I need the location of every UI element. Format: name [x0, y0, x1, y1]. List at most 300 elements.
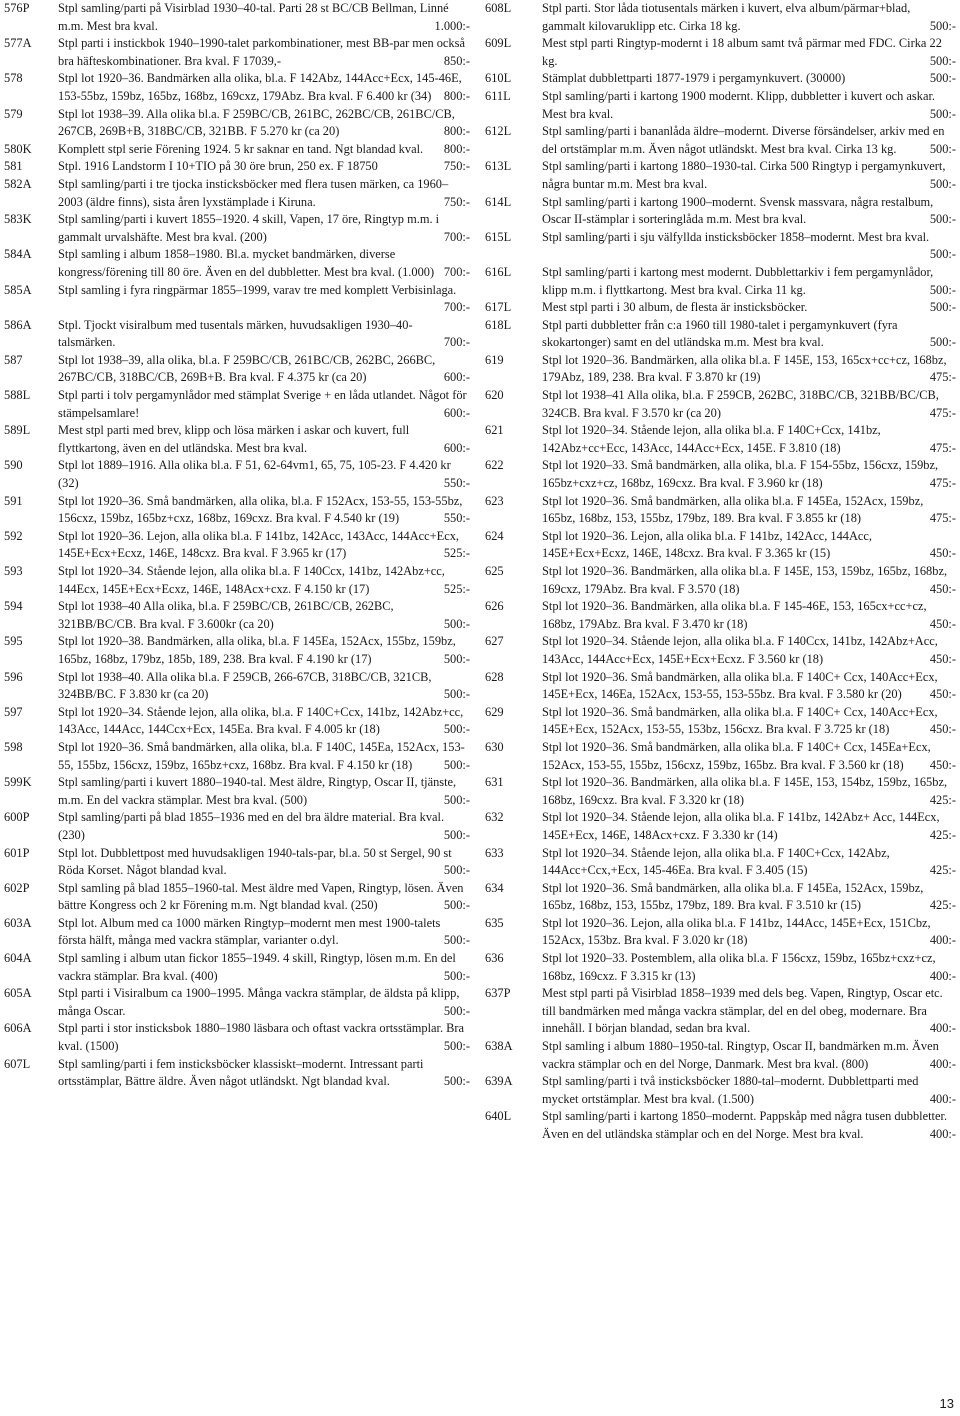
- lot-price: 800:-: [443, 141, 470, 156]
- lot-number: 582A: [4, 176, 32, 191]
- lot-price: 500:-: [443, 792, 470, 807]
- lot-price: 450:-: [929, 581, 956, 596]
- lot-entry: [485, 0, 956, 35]
- lot-number: 608L: [485, 1, 512, 15]
- lot-entry: [4, 774, 470, 809]
- lot-entry: [4, 633, 470, 668]
- lot-body: [542, 739, 956, 774]
- left-column: [4, 0, 470, 1091]
- lot-price: 475:-: [929, 440, 956, 455]
- lot-body: [542, 229, 956, 264]
- lot-number: 630: [485, 739, 504, 754]
- lot-entry: [4, 809, 470, 844]
- lot-entry: [485, 528, 956, 563]
- lot-price: 500:-: [443, 827, 470, 842]
- lot-body: [542, 704, 956, 739]
- lot-description: Stpl parti. Stor låda tiotusentals märken i kuvert, elva album/pärmar+blad, gammalt kilovaruklipp etc. Cirka 18 kg.: [542, 1, 911, 33]
- lot-body: [58, 422, 470, 457]
- lot-number: 634: [485, 880, 504, 895]
- lot-body: [542, 1038, 956, 1073]
- lot-description: Mest stpl parti Ringtyp-modernt i 18 album samt två pärmar med FDC. Cirka 22 kg.: [542, 36, 942, 68]
- lot-price: 850:-: [443, 53, 470, 68]
- lot-description: Stpl lot 1920–36. Små bandmärken, alla olika bl.a. F 145Ea, 152Acx, 159bz, 165bz, 168bz, 153, 155bz, 179bz, 189. Bra kval. F 3.855 kr (18): [542, 493, 924, 526]
- lot-description: Stpl samling i fyra ringpärmar 1855–1999, varav tre med komplett Verbisinlaga.: [58, 282, 457, 297]
- lot-description: Stpl lot 1920–36. Bandmärken, alla olika bl.a. F 145E, 153, 159bz, 165bz, 168bz, 169cxz, 179Abz. Bra kval. F 3.570 (18): [542, 564, 948, 596]
- lot-description: Stpl parti i Visiralbum ca 1900–1995. Många vackra stämplar, de äldsta på klipp, många Oscar.: [58, 986, 460, 1018]
- lot-number: 639A: [485, 1074, 513, 1089]
- lot-number: 590: [4, 458, 23, 473]
- lot-price: 450:-: [929, 616, 956, 631]
- lot-description: Stpl lot 1920–34. Stående lejon, alla olika, bl.a. F 140C+Ccx, 141bz, 142Abz+cc, 143Acc, 144Acc, 144Ccx+Ecx, 145Ea. Bra kval. F 4.005 kr (18): [58, 704, 464, 737]
- lot-description: Stpl lot 1938–39. Alla olika bl.a. F 259BC/CB, 261BC, 262BC/CB, 261BC/CB, 267CB, 269B+B, 318BC/CB, 321BB. F 5.270 kr (ca 20): [58, 106, 455, 139]
- lot-body: [542, 950, 956, 985]
- lot-entry: [4, 1020, 470, 1055]
- lot-number: 606A: [4, 1021, 32, 1036]
- lot-description: Stpl lot 1920–36. Små bandmärken, alla olika bl.a. F 145Ea, 152Acx, 159bz, 165bz, 168bz, 153, 155bz, 179bz, 189. Bra kval. F 3.510 kr (15): [542, 880, 924, 913]
- lot-description: Stpl lot 1920–38. Bandmärken, alla olika, bl.a. F 145Ea, 152Acx, 155bz, 159bz, 165bz, 168bz, 179bz, 185b, 189, 238. Bra kval. F 4.190 kr (17): [58, 634, 456, 666]
- lot-entry: [485, 809, 956, 844]
- lot-body: [542, 194, 956, 229]
- right-column: [485, 0, 956, 1144]
- lot-number: 596: [4, 669, 23, 684]
- lot-body: [542, 493, 956, 528]
- lot-number: 633: [485, 845, 504, 860]
- lot-price: 525:-: [443, 546, 470, 561]
- lot-number: 627: [485, 634, 504, 649]
- lot-body: [58, 176, 470, 211]
- lot-description: Stpl samling/parti på Visirblad 1930–40-tal. Parti 28 st BC/CB Bellman, Linné m.m. Mest bra kval.: [58, 1, 449, 33]
- lot-price: 500:-: [929, 53, 956, 68]
- lot-body: [58, 387, 470, 422]
- lot-entry: [485, 1073, 956, 1108]
- lot-number: 636: [485, 951, 504, 966]
- lot-body: [58, 528, 470, 563]
- lot-price: 450:-: [929, 722, 956, 737]
- lot-description: Stpl parti i stor insticksbok 1880–1980 läsbara och oftast vackra ortsstämplar. Bra kval. (1500): [58, 1021, 465, 1054]
- lot-body: [542, 880, 956, 915]
- lot-entry: [485, 352, 956, 387]
- lot-number: 583K: [4, 212, 32, 227]
- lot-body: [542, 1073, 956, 1108]
- lot-body: [58, 158, 470, 176]
- lot-body: [542, 264, 956, 299]
- lot-entry: [485, 633, 956, 668]
- lot-body: [542, 88, 956, 123]
- lot-body: [58, 950, 470, 985]
- lot-description: Stpl parti dubbletter från c:a 1960 till 1980-talet i pergamynkuvert (fyra skokartonger) samt en del utländska m.m. Mest bra kval.: [542, 317, 898, 350]
- lot-body: [58, 35, 470, 70]
- lot-price: 500:-: [443, 1003, 470, 1018]
- lot-entry: [485, 915, 956, 950]
- lot-body: [58, 317, 470, 352]
- lot-entry: [4, 352, 470, 387]
- lot-price: 450:-: [929, 651, 956, 666]
- lot-number: 584A: [4, 247, 32, 262]
- lot-entry: [485, 229, 956, 264]
- lot-entry: [485, 563, 956, 598]
- lot-description: Komplett stpl serie Förening 1924. 5 kr saknar en tand. Ngt blandad kval.: [58, 141, 424, 156]
- lot-price: 500:-: [443, 651, 470, 666]
- lot-price: 425:-: [929, 827, 956, 842]
- lot-body: [542, 35, 956, 70]
- lot-entry: [485, 669, 956, 704]
- lot-entry: [485, 880, 956, 915]
- lot-description: Stpl lot 1920–36. Lejon, alla olika bl.a. F 141bz, 142Acc, 143Acc, 144Acc+Ecx, 145E+Ecx+Ecxz, 146E, 148cxz. Bra kval. F 3.965 kr (17): [58, 528, 459, 561]
- lot-entry: [485, 35, 956, 70]
- lot-price: 800:-: [443, 88, 470, 103]
- lot-body: [58, 704, 470, 739]
- lot-number: 616L: [485, 264, 512, 279]
- lot-body: [542, 317, 956, 352]
- lot-description: Mest stpl parti med brev, klipp och lösa märken i askar och kuvert, full flyttkartong, även en del utländska. Mest bra kval.: [58, 423, 410, 455]
- lot-price: 550:-: [443, 476, 470, 491]
- lot-entry: [485, 950, 956, 985]
- lot-entry: [4, 563, 470, 598]
- lot-description: Stpl lot 1920–36. Små bandmärken, alla olika, bl.a. F 152Acx, 153-55, 153-55bz, 156cxz, 159bz, 165bz+cxz, 168bz, 169cxz. Bra kval. F 4.540 kr (19): [58, 493, 463, 526]
- lot-description: Stpl samling i album 1880–1950-tal. Ringtyp, Oscar II, bandmärken m.m. Även vackra stämplar och en del Norge, Danmark. Mest bra kval. (800): [542, 1039, 939, 1071]
- lot-entry: [4, 880, 470, 915]
- lot-number: 602P: [4, 880, 30, 895]
- lot-entry: [4, 1056, 470, 1091]
- lot-number: 599K: [4, 775, 32, 790]
- lot-body: [542, 809, 956, 844]
- lot-description: Stpl lot 1920–36. Små bandmärken, alla olika, bl.a. F 140C, 145Ea, 152Acx, 153-55, 155bz, 156cxz, 159bz, 165bz+cxz, 168bz. Bra kval. F 4.150 kr (18): [58, 739, 465, 772]
- lot-entry: [4, 35, 470, 70]
- lot-body: [542, 158, 956, 193]
- lot-price: 500:-: [443, 1074, 470, 1089]
- lot-number: 632: [485, 810, 504, 825]
- lot-description: Stpl samling/parti i sju välfyllda insticksböcker 1858–modernt. Mest bra kval.: [542, 229, 930, 244]
- lot-description: Stpl samling i album 1858–1980. Bl.a. mycket bandmärken, diverse kongress/förening till 80 öre. Även en del dubbletter. Mest bra kval. (1.000): [58, 247, 435, 279]
- lot-entry: [4, 317, 470, 352]
- lot-description: Stpl lot 1920–34. Stående lejon, alla olika bl.a. F 140Ccx, 141bz, 142Abz+cc, 144Ecx, 145E+Ecx+Ecxz, 146E, 148Acx+cxz. F 4.150 kr (17): [58, 564, 445, 596]
- lot-body: [58, 985, 470, 1020]
- lot-price: 500:-: [443, 898, 470, 913]
- lot-description: Mest stpl parti på Visirblad 1858–1939 med dels beg. Vapen, Ringtyp, Oscar etc. till bandmärken med många vackra stämplar, del en del obeg, modernare. Bra innehåll. I början blandad, sedan bra kval.: [542, 986, 943, 1036]
- lot-number: 622: [485, 458, 504, 473]
- lot-number: 624: [485, 528, 504, 543]
- lot-price: 500:-: [929, 71, 956, 86]
- lot-entry: [4, 0, 470, 35]
- lot-entry: [4, 845, 470, 880]
- lot-number: 620: [485, 388, 504, 403]
- lot-number: 578: [4, 71, 23, 86]
- lot-price: 400:-: [929, 1091, 956, 1106]
- lot-number: 610L: [485, 71, 512, 86]
- lot-body: [58, 915, 470, 950]
- lot-price: 500:-: [929, 247, 956, 262]
- lot-number: 613L: [485, 159, 512, 174]
- lot-price: 500:-: [443, 968, 470, 983]
- lot-price: 450:-: [929, 757, 956, 772]
- lot-price: 500:-: [443, 616, 470, 631]
- lot-number: 586A: [4, 317, 32, 332]
- lot-body: [58, 774, 470, 809]
- lot-price: 450:-: [929, 687, 956, 702]
- lot-body: [58, 493, 470, 528]
- lot-entry: [4, 282, 470, 317]
- lot-description: Stpl samling/parti i kuvert 1855–1920. 4 skill, Vapen, 17 öre, Ringtyp m.m. i gammalt urvalshäfte. Mest bra kval. (200): [58, 212, 440, 244]
- lot-price: 500:-: [929, 282, 956, 297]
- lot-number: 588L: [4, 388, 31, 403]
- lot-price: 500:-: [443, 722, 470, 737]
- lot-entry: [4, 422, 470, 457]
- lot-body: [542, 985, 956, 1038]
- lot-number: 587: [4, 352, 23, 367]
- lot-body: [58, 1056, 470, 1091]
- lot-description: Stpl. Tjockt visiralbum med tusentals märken, huvudsakligen 1930–40-talsmärken.: [58, 317, 413, 350]
- lot-price: 550:-: [443, 511, 470, 526]
- lot-entry: [485, 1038, 956, 1073]
- lot-number: 626: [485, 599, 504, 614]
- lot-description: Stpl lot. Album med ca 1000 märken Ringtyp–modernt men mest 1900-talets första hälft, många med vackra stämplar, varianter o.dyl.: [58, 915, 441, 948]
- lot-price: 425:-: [929, 863, 956, 878]
- lot-body: [58, 1020, 470, 1055]
- lot-price: 500:-: [929, 300, 956, 315]
- lot-body: [58, 845, 470, 880]
- lot-entry: [4, 211, 470, 246]
- lot-body: [542, 352, 956, 387]
- lot-number: 598: [4, 739, 23, 754]
- lot-entry: [4, 387, 470, 422]
- lot-number: 589L: [4, 423, 31, 438]
- lot-price: 750:-: [443, 194, 470, 209]
- lot-number: 581: [4, 159, 23, 174]
- lot-description: Stpl lot 1920–33. Små bandmärken, alla olika, bl.a. F 154-55bz, 156cxz, 159bz, 165bz+cxz+cz, 168bz, 169cxz. Bra kval. F 3.960 kr (18): [542, 458, 939, 491]
- lot-number: 580K: [4, 141, 32, 156]
- lot-entry: [4, 457, 470, 492]
- lot-description: Stpl samling/parti i kartong 1880–1930-tal. Cirka 500 Ringtyp i pergamynkuvert, några buntar m.m. Mest bra kval.: [542, 159, 946, 191]
- lot-number: 640L: [485, 1109, 512, 1124]
- lot-entry: [485, 70, 956, 88]
- lot-body: [542, 563, 956, 598]
- lot-price: 700:-: [443, 300, 470, 315]
- lot-description: Stpl lot 1920–36. Små bandmärken, alla olika bl.a. F 140C+ Ccx, 145Ea+Ecx, 152Acx, 153-55, 155bz, 156cxz, 159bz, 165bz. Bra kval. F 3.560 kr (18): [542, 739, 931, 772]
- lot-entry: [485, 422, 956, 457]
- lot-number: 621: [485, 423, 504, 438]
- lot-price: 500:-: [443, 757, 470, 772]
- lot-price: 600:-: [443, 440, 470, 455]
- lot-entry: [485, 774, 956, 809]
- lot-price: 475:-: [929, 476, 956, 491]
- lot-description: Stpl. 1916 Landstorm I 10+TIO på 30 öre brun, 250 ex. F 18750: [58, 159, 378, 174]
- lot-price: 400:-: [929, 1021, 956, 1036]
- lot-description: Stpl samling/parti i fem insticksböcker klassiskt–modernt. Intressant parti ortsstämplar, Bättre äldre. Även något utländskt. Ngt blandad kval.: [58, 1056, 424, 1089]
- lot-entry: [4, 739, 470, 774]
- lot-number: 609L: [485, 36, 512, 51]
- lot-description: Stpl lot 1920–33. Postemblem, alla olika bl.a. F 156cxz, 159bz, 165bz+cxz+cz, 168bz, 169cxz. F 3.315 kr (13): [542, 951, 936, 983]
- lot-price: 400:-: [929, 1056, 956, 1071]
- lot-description: Stämplat dubblettparti 1877-1979 i pergamynkuvert. (30000): [542, 71, 846, 86]
- lot-entry: [485, 387, 956, 422]
- lot-description: Stpl lot 1920–36. Små bandmärken, alla olika bl.a. F 140C+ Ccx, 140Acc+Ecx, 145E+Ecx, 146Ea, 152Acx, 153-55, 153-55bz. Bra kval. F 3.580 kr (20): [542, 669, 938, 702]
- lot-entry: [485, 739, 956, 774]
- lot-entry: [485, 158, 956, 193]
- lot-description: Stpl lot 1920–36. Lejon, alla olika bl.a. F 141bz, 142Acc, 144Acc, 145E+Ecx+Ecxz, 146E, 148cxz. Bra kval. F 3.365 kr (15): [542, 528, 873, 561]
- lot-body: [542, 633, 956, 668]
- lot-description: Stpl lot 1920–36. Bandmärken, alla olika bl.a. F 145-46E, 153, 165cx+cc+cz, 168bz, 179Abz. Bra kval. F 3.470 kr (18): [542, 599, 927, 631]
- lot-number: 625: [485, 564, 504, 578]
- lot-price: 500:-: [929, 106, 956, 121]
- lot-body: [58, 457, 470, 492]
- lot-entry: [485, 598, 956, 633]
- lot-entry: [485, 457, 956, 492]
- lot-price: 500:-: [929, 18, 956, 33]
- lot-price: 700:-: [443, 229, 470, 244]
- lot-price: 700:-: [443, 335, 470, 350]
- lot-body: [542, 0, 956, 35]
- lot-body: [542, 528, 956, 563]
- lot-number: 611L: [485, 88, 511, 103]
- lot-body: [542, 422, 956, 457]
- lot-price: 525:-: [443, 581, 470, 596]
- lot-price: 1.000:-: [434, 18, 470, 33]
- lot-price: 600:-: [443, 370, 470, 385]
- lot-body: [58, 598, 470, 633]
- lot-entry: [485, 88, 956, 123]
- lot-body: [58, 669, 470, 704]
- lot-body: [58, 282, 470, 317]
- lot-price: 400:-: [929, 1127, 956, 1141]
- lot-price: 500:-: [929, 335, 956, 350]
- lot-description: Stpl samling i album utan fickor 1855–1949. 4 skill, Ringtyp, lösen m.m. En del vackra stämplar. Bra kval. (400): [58, 951, 456, 983]
- lot-number: 579: [4, 106, 23, 121]
- lot-price: 500:-: [929, 141, 956, 156]
- lot-body: [58, 246, 470, 281]
- lot-number: 594: [4, 599, 23, 614]
- lot-entry: [4, 950, 470, 985]
- lot-description: Stpl lot 1920–34. Stående lejon, alla olika bl.a. F 140Ccx, 141bz, 142Abz+Acc, 143Acc, 144Acc+Ecx, 145E+Ecx+Ecxz. F 3.560 kr (18): [542, 634, 938, 666]
- lot-entry: [4, 704, 470, 739]
- lot-body: [58, 0, 470, 35]
- lot-body: [542, 123, 956, 158]
- lot-entry: [485, 1108, 956, 1143]
- lot-body: [58, 106, 470, 141]
- lot-body: [58, 211, 470, 246]
- lot-entry: [4, 70, 470, 105]
- page-number: 13: [939, 1396, 954, 1411]
- lot-description: Stpl lot 1920–34. Stående lejon, alla olika bl.a. F 140C+Ccx, 141bz, 142Abz+cc+Ecc, 143Acc, 144Acc+Ecx, 145E. F 3.810 (18): [542, 423, 881, 455]
- lot-entry: [4, 915, 470, 950]
- lot-number: 607L: [4, 1056, 31, 1071]
- lot-number: 628: [485, 669, 504, 684]
- lot-price: 475:-: [929, 370, 956, 385]
- lot-description: Stpl samling/parti i två insticksböcker 1880-tal–modernt. Dubblettparti med mycket ortstämplar. Mest bra kval. (1.500): [542, 1074, 919, 1106]
- lot-description: Stpl samling/parti i kartong 1900–modernt. Svensk massvara, några restalbum, Oscar II-stämplar i sorteringlåda m.m. Mest bra kval.: [542, 194, 934, 227]
- lot-description: Stpl samling/parti i kartong mest modernt. Dubblettarkiv i fem pergamynlådor, klipp m.m. i flyttkartong. Mest bra kval. Cirka 11 kg.: [542, 264, 934, 297]
- lot-body: [542, 845, 956, 880]
- lot-entry: [485, 493, 956, 528]
- lot-description: Stpl samling på blad 1855–1960-tal. Mest äldre med Vapen, Ringtyp, lösen. Även bättre Kongress och 2 kr Förening m.m. Ngt blandad kval. (250): [58, 880, 464, 913]
- lot-description: Stpl lot 1920–36. Bandmärken alla olika, bl.a. F 142Abz, 144Acc+Ecx, 145-46E, 153-55bz, 159bz, 165bz, 168bz, 169cxz, 179Abz. Bra kval. F 6.400 kr (34): [58, 71, 462, 103]
- lot-entry: [4, 528, 470, 563]
- lot-price: 475:-: [929, 405, 956, 420]
- lot-price: 500:-: [443, 687, 470, 702]
- lot-number: 617L: [485, 300, 512, 315]
- lot-entry: [4, 158, 470, 176]
- lot-entry: [485, 299, 956, 317]
- lot-number: 592: [4, 528, 23, 543]
- lot-number: 623: [485, 493, 504, 508]
- lot-description: Stpl samling/parti i kartong 1900 modernt. Klipp, dubbletter i kuvert och askar. Mest bra kval.: [542, 88, 935, 121]
- lot-number: 597: [4, 704, 23, 719]
- lot-number: 637P: [485, 986, 511, 1001]
- lot-description: Stpl lot 1938–40 Alla olika, bl.a. F 259BC/CB, 261BC/CB, 262BC, 321BB/BC/CB. Bra kval. F 3.600kr (ca 20): [58, 599, 394, 631]
- lot-price: 500:-: [443, 933, 470, 948]
- lot-body: [58, 633, 470, 668]
- lot-body: [58, 809, 470, 844]
- lot-price: 500:-: [443, 863, 470, 878]
- lot-body: [58, 880, 470, 915]
- lot-body: [542, 387, 956, 422]
- lot-number: 585A: [4, 282, 32, 297]
- lot-description: Stpl lot. Dubblettpost med huvudsakligen 1940-tals-par, bl.a. 50 st Sergel, 90 st Röda Korset. Något blandad kval.: [58, 845, 452, 878]
- lot-body: [58, 70, 470, 105]
- lot-number: 638A: [485, 1039, 513, 1054]
- lot-price: 425:-: [929, 898, 956, 913]
- lot-price: 500:-: [443, 1039, 470, 1054]
- lot-body: [58, 563, 470, 598]
- lot-entry: [4, 985, 470, 1020]
- lot-price: 600:-: [443, 405, 470, 420]
- lot-price: 475:-: [929, 511, 956, 526]
- lot-number: 605A: [4, 986, 32, 1001]
- lot-description: Stpl parti i instickbok 1940–1990-talet parkombinationer, mest BB-par men också bra häfteskombinationer. Bra kval. F 17039,-: [58, 36, 465, 68]
- lot-body: [542, 915, 956, 950]
- lot-body: [542, 70, 956, 88]
- lot-entry: [485, 264, 956, 299]
- lot-number: 600P: [4, 810, 30, 825]
- lot-entry: [485, 845, 956, 880]
- lot-number: 612L: [485, 124, 512, 139]
- lot-description: Stpl lot 1920–34. Stående lejon, alla olika bl.a. F 141bz, 142Abz+ Acc, 144Ecx, 145E+Ecx, 146E, 148Acx+cxz. F 3.330 kr (14): [542, 810, 940, 842]
- lot-number: 595: [4, 634, 23, 649]
- lot-description: Stpl lot 1938–39, alla olika, bl.a. F 259BC/CB, 261BC/CB, 262BC, 266BC, 267BC/CB, 318BC/CB, 269B+B. Bra kval. F 4.375 kr (ca 20): [58, 352, 436, 385]
- lot-number: 619: [485, 352, 504, 367]
- lot-description: Stpl lot 1920–36. Lejon, alla olika bl.a. F 141bz, 144Acc, 145E+Ecx, 151Cbz, 152Acx, 153bz. Bra kval. F 3.020 kr (18): [542, 915, 931, 948]
- lot-number: 601P: [4, 845, 30, 860]
- lot-number: 629: [485, 704, 504, 719]
- lot-price: 500:-: [929, 212, 956, 227]
- lot-description: Stpl lot 1938–41 Alla olika, bl.a. F 259CB, 262BC, 318BC/CB, 321BB/BC/CB, 324CB. Bra kval. F 3.570 kr (ca 20): [542, 388, 939, 420]
- lot-description: Stpl samling/parti i kartong 1850–modernt. Pappskåp med några tusen dubbletter. Även en del utländska stämplar och en del Norge. Mest bra kval.: [542, 1109, 948, 1141]
- lot-entry: [4, 669, 470, 704]
- lot-body: [58, 141, 470, 159]
- lot-entry: [4, 493, 470, 528]
- lot-price: 500:-: [929, 176, 956, 191]
- lot-description: Stpl lot 1938–40. Alla olika bl.a. F 259CB, 266-67CB, 318BC/CB, 321CB, 324BB/BC. F 3.830 kr (ca 20): [58, 669, 432, 702]
- lot-entry: [4, 176, 470, 211]
- lot-description: Stpl samling/parti på blad 1855–1936 med en del bra äldre material. Bra kval. (230): [58, 810, 445, 842]
- lot-number: 604A: [4, 951, 32, 966]
- lot-body: [542, 457, 956, 492]
- lot-description: Stpl lot 1889–1916. Alla olika bl.a. F 51, 62-64vm1, 65, 75, 105-23. F 4.420 kr (32): [58, 458, 451, 491]
- lot-entry: [485, 317, 956, 352]
- lot-price: 750:-: [443, 159, 470, 174]
- lot-description: Stpl lot 1920–34. Stående lejon, alla olika bl.a. F 140C+Ccx, 142Abz, 144Acc+Ccx,+Ecx, 145-46Ea. Bra kval. F 3.405 (15): [542, 845, 890, 878]
- lot-price: 800:-: [443, 124, 470, 139]
- lot-body: [542, 774, 956, 809]
- lot-entry: [485, 194, 956, 229]
- lot-number: 591: [4, 493, 23, 508]
- lot-number: 577A: [4, 36, 32, 51]
- lot-number: 603A: [4, 915, 32, 930]
- lot-price: 700:-: [443, 264, 470, 279]
- lot-body: [542, 669, 956, 704]
- lot-description: Stpl lot 1920–36. Bandmärken, alla olika bl.a. F 145E, 153, 165cx+cc+cz, 168bz, 179Abz, 189, 238. Bra kval. F 3.870 kr (19): [542, 352, 947, 385]
- lot-description: Stpl samling/parti i bananlåda äldre–modernt. Diverse försändelser, arkiv med en del ortstämplar m.m. Även något utländskt. Mest bra kval. Cirka 13 kg.: [542, 124, 945, 156]
- lot-entry: [485, 123, 956, 158]
